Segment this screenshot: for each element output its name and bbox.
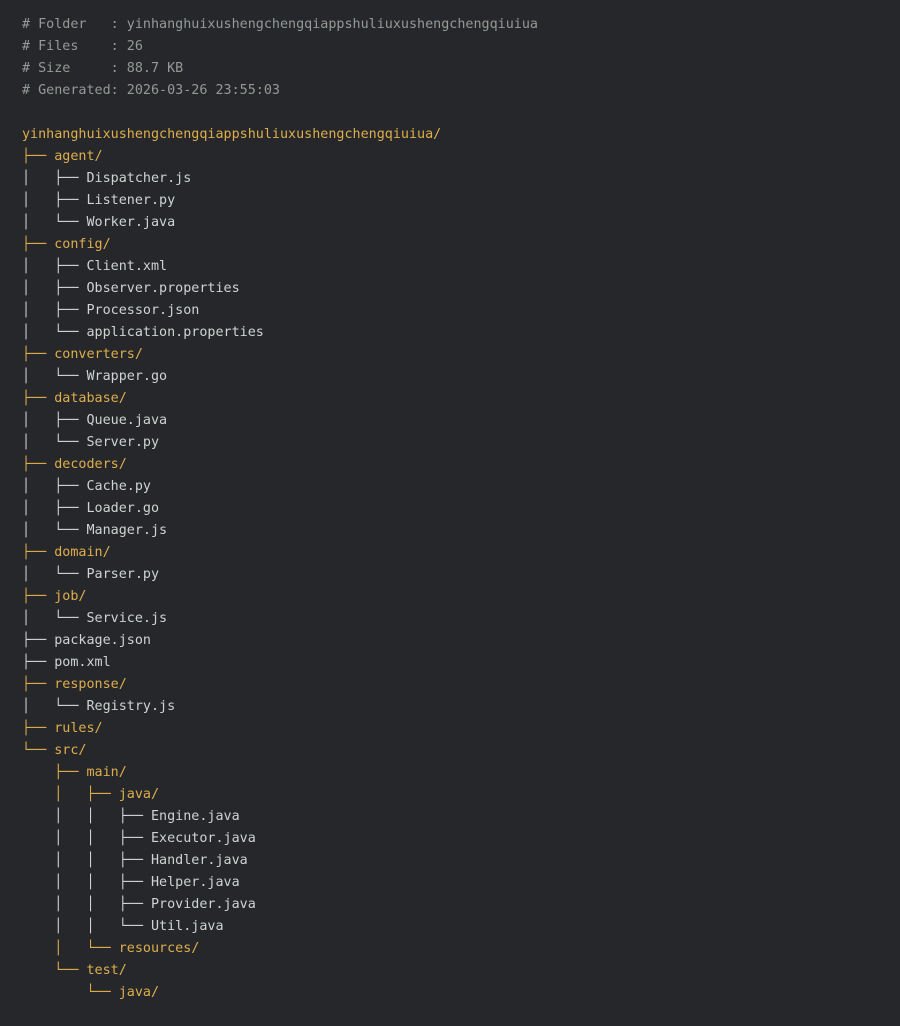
tree-row-file: │ │ ├── Handler.java	[22, 853, 248, 868]
tree-row-directory: ├── converters/	[22, 347, 143, 362]
file-tree	[22, 146, 900, 1004]
tree-row-file: │ │ ├── Engine.java	[22, 809, 240, 824]
tree-row-file: │ ├── Queue.java	[22, 413, 168, 428]
tree-row-file: │ └── Server.py	[22, 435, 160, 450]
header-line-generated: # Generated: 2026-03-26 23:55:03	[22, 83, 280, 98]
tree-row-file: │ │ ├── Executor.java	[22, 831, 256, 846]
header-line-size: # Size : 88.7 KB	[22, 61, 184, 76]
tree-row-directory: └── test/	[22, 963, 127, 978]
tree-row-file: ├── package.json	[22, 633, 151, 648]
tree-row-file: │ ├── Observer.properties	[22, 281, 240, 296]
header-line-files: # Files : 26	[22, 39, 143, 54]
tree-row-directory: ├── main/	[22, 765, 127, 780]
tree-row-directory: ├── config/	[22, 237, 111, 252]
tree-row-file: │ ├── Client.xml	[22, 259, 168, 274]
tree-row-directory: ├── rules/	[22, 721, 103, 736]
tree-row-file: │ ├── Processor.json	[22, 303, 200, 318]
blank-line	[22, 102, 900, 124]
tree-row-directory: ├── agent/	[22, 149, 103, 164]
tree-row-file: │ └── Manager.js	[22, 523, 168, 538]
tree-row-file: │ ├── Dispatcher.js	[22, 171, 192, 186]
header-comments	[22, 14, 900, 102]
tree-row-file: │ │ ├── Helper.java	[22, 875, 240, 890]
tree-row-directory: ├── job/	[22, 589, 87, 604]
tree-row-file: │ │ ├── Provider.java	[22, 897, 256, 912]
tree-row-file: │ ├── Loader.go	[22, 501, 160, 516]
tree-row-directory: └── src/	[22, 743, 87, 758]
tree-row-directory: ├── decoders/	[22, 457, 127, 472]
tree-row-file: ├── pom.xml	[22, 655, 111, 670]
header-line-folder: # Folder : yinhanghuixushengchengqiappshuliuxushengchengqiuiua	[22, 17, 538, 32]
tree-row-file: │ └── Service.js	[22, 611, 168, 626]
tree-row-file: │ └── Parser.py	[22, 567, 160, 582]
tree-row-directory: ├── database/	[22, 391, 127, 406]
tree-row-file: │ └── Wrapper.go	[22, 369, 168, 384]
tree-row-file: │ └── application.properties	[22, 325, 264, 340]
tree-row-directory: ├── response/	[22, 677, 127, 692]
tree-row-file: │ ├── Listener.py	[22, 193, 176, 208]
tree-root-directory: yinhanghuixushengchengqiappshuliuxushengchengqiuiua/	[22, 127, 442, 142]
tree-row-file: │ ├── Cache.py	[22, 479, 151, 494]
tree-row-file: │ │ └── Util.java	[22, 919, 224, 934]
tree-row-directory: │ └── resources/	[22, 941, 200, 956]
tree-row-directory: │ ├── java/	[22, 787, 160, 802]
tree-row-directory: ├── domain/	[22, 545, 111, 560]
tree-row-directory: └── java/	[22, 985, 160, 1000]
tree-row-file: │ └── Registry.js	[22, 699, 176, 714]
tree-row-file: │ └── Worker.java	[22, 215, 176, 230]
